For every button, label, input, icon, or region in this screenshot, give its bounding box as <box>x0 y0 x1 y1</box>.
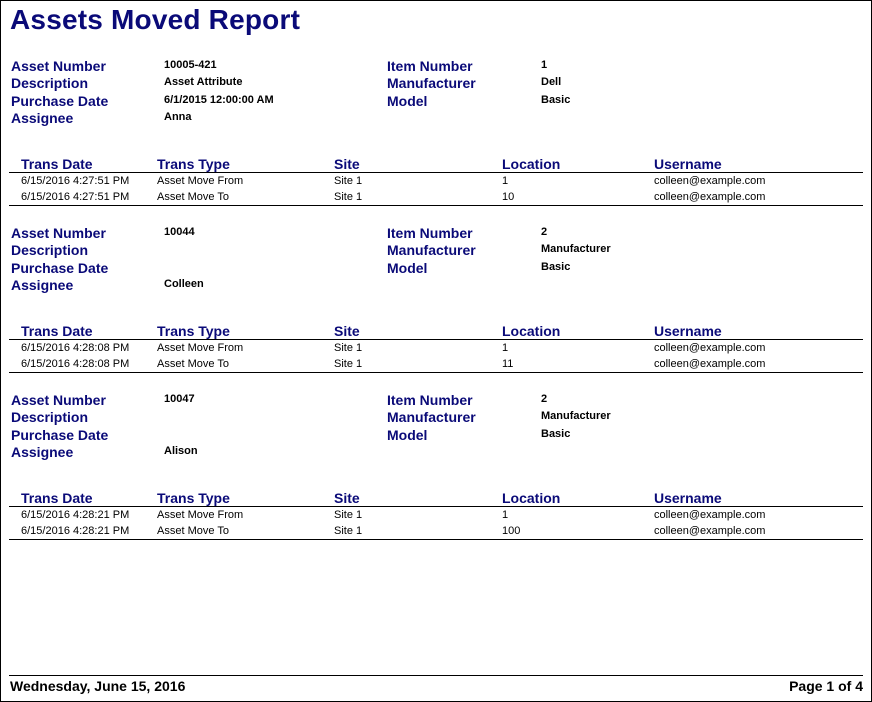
assignee-value: Alison <box>164 445 198 457</box>
cell-site: Site 1 <box>334 509 363 521</box>
manufacturer-label: Manufacturer <box>387 242 476 258</box>
item-number-label: Item Number <box>387 225 473 241</box>
asset-number-label: Asset Number <box>11 225 106 241</box>
cell-trans-date: 6/15/2016 4:27:51 PM <box>21 175 130 187</box>
description-label: Description <box>11 242 89 258</box>
cell-trans-date: 6/15/2016 4:28:21 PM <box>21 525 130 537</box>
asset-block <box>1 335 871 537</box>
description-label: Description <box>11 75 89 91</box>
cell-username: colleen@example.com <box>654 509 766 521</box>
assignee-value: Anna <box>164 111 192 123</box>
cell-trans-type: Asset Move From <box>157 342 244 354</box>
manufacturer-label: Manufacturer <box>387 75 476 91</box>
asset-number-value: 10044 <box>164 226 195 238</box>
footer-date: Wednesday, June 15, 2016 <box>10 678 186 694</box>
col-header-username: Username <box>654 156 722 172</box>
model-label: Model <box>387 260 428 276</box>
purchase-date-value: 6/1/2015 12:00:00 AM <box>164 94 274 106</box>
asset-block <box>1 168 871 370</box>
cell-location: 1 <box>502 342 509 354</box>
col-header-trans-type: Trans Type <box>157 156 230 172</box>
col-header-trans-date: Trans Date <box>21 156 93 172</box>
asset-block <box>1 1 871 203</box>
manufacturer-value: Manufacturer <box>541 410 611 422</box>
cell-trans-type: Asset Move From <box>157 509 244 521</box>
item-number-value: 2 <box>541 226 548 238</box>
cell-username: colleen@example.com <box>654 342 766 354</box>
item-number-value: 2 <box>541 393 548 405</box>
table-bottom-divider <box>9 539 863 540</box>
assignee-label: Assignee <box>11 444 74 460</box>
col-header-username: Username <box>654 323 722 339</box>
purchase-date-label: Purchase Date <box>11 260 109 276</box>
cell-location: 11 <box>502 358 514 370</box>
manufacturer-value: Manufacturer <box>541 243 611 255</box>
cell-trans-date: 6/15/2016 4:28:08 PM <box>21 358 130 370</box>
col-header-site: Site <box>334 156 360 172</box>
model-value: Basic <box>541 261 571 273</box>
col-header-site: Site <box>334 490 360 506</box>
item-number-label: Item Number <box>387 58 473 74</box>
col-header-username: Username <box>654 490 722 506</box>
cell-site: Site 1 <box>334 342 363 354</box>
cell-location: 100 <box>502 525 521 537</box>
asset-number-label: Asset Number <box>11 58 106 74</box>
footer-divider <box>9 675 863 676</box>
cell-username: colleen@example.com <box>654 191 766 203</box>
assignee-value: Colleen <box>164 278 204 290</box>
cell-trans-date: 6/15/2016 4:27:51 PM <box>21 191 130 203</box>
manufacturer-label: Manufacturer <box>387 409 476 425</box>
col-header-trans-type: Trans Type <box>157 323 230 339</box>
col-header-trans-date: Trans Date <box>21 323 93 339</box>
cell-site: Site 1 <box>334 525 363 537</box>
report-title: Assets Moved Report <box>10 4 301 35</box>
cell-site: Site 1 <box>334 358 363 370</box>
cell-location: 10 <box>502 191 515 203</box>
cell-username: colleen@example.com <box>654 175 766 187</box>
assignee-label: Assignee <box>11 277 74 293</box>
model-label: Model <box>387 427 428 443</box>
model-value: Basic <box>541 94 571 106</box>
col-header-location: Location <box>502 323 561 339</box>
model-value: Basic <box>541 428 571 440</box>
col-header-site: Site <box>334 323 360 339</box>
description-label: Description <box>11 409 89 425</box>
cell-username: colleen@example.com <box>654 525 766 537</box>
cell-site: Site 1 <box>334 191 363 203</box>
cell-location: 1 <box>502 175 509 187</box>
asset-number-value: 10005-421 <box>164 59 217 71</box>
cell-trans-type: Asset Move To <box>157 525 229 537</box>
item-number-label: Item Number <box>387 392 473 408</box>
col-header-trans-type: Trans Type <box>157 490 230 506</box>
col-header-trans-date: Trans Date <box>21 490 93 506</box>
purchase-date-label: Purchase Date <box>11 427 109 443</box>
col-header-location: Location <box>502 156 561 172</box>
asset-number-value: 10047 <box>164 393 195 405</box>
item-number-value: 1 <box>541 59 548 71</box>
cell-trans-type: Asset Move To <box>157 191 229 203</box>
header-divider <box>9 506 863 507</box>
cell-trans-date: 6/15/2016 4:28:21 PM <box>21 509 130 521</box>
cell-site: Site 1 <box>334 175 363 187</box>
description-value: Asset Attribute <box>164 76 243 88</box>
model-label: Model <box>387 93 428 109</box>
cell-trans-type: Asset Move From <box>157 175 244 187</box>
manufacturer-value: Dell <box>541 76 562 88</box>
col-header-location: Location <box>502 490 561 506</box>
assignee-label: Assignee <box>11 110 74 126</box>
cell-location: 1 <box>502 509 509 521</box>
purchase-date-label: Purchase Date <box>11 93 109 109</box>
asset-number-label: Asset Number <box>11 392 106 408</box>
cell-username: colleen@example.com <box>654 358 766 370</box>
cell-trans-date: 6/15/2016 4:28:08 PM <box>21 342 130 354</box>
footer-page-number: Page 1 of 4 <box>789 678 863 694</box>
cell-trans-type: Asset Move To <box>157 358 229 370</box>
